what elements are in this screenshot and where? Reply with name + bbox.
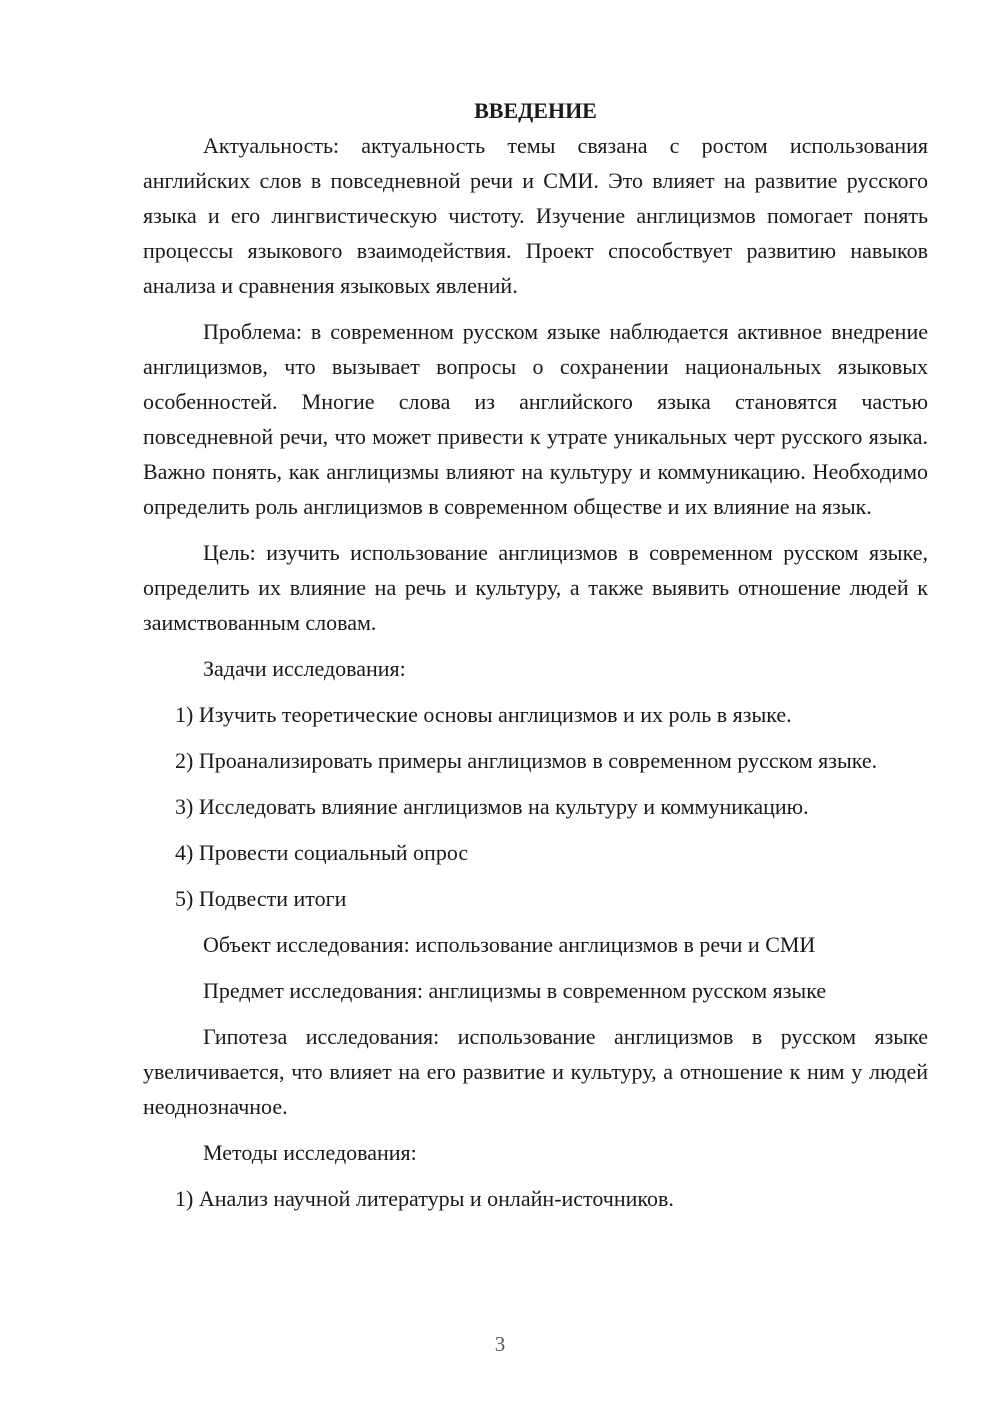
goal-paragraph: Цель: изучить использование англицизмов в современном русском языке, определить их влияние на речь и культуру, а также выявить отношение людей к заимствованным словам.: [143, 540, 928, 635]
method-item-1: 1) Анализ научной литературы и онлайн-источников.: [175, 1186, 674, 1211]
subject-paragraph: Предмет исследования: англицизмы в современном русском языке: [203, 978, 827, 1003]
object-paragraph: Объект исследования: использование англицизмов в речи и СМИ: [203, 932, 816, 957]
tasks-label: Задачи исследования:: [203, 656, 406, 681]
task-item-4: 4) Провести социальный опрос: [175, 840, 469, 865]
document-page: [143, 93, 928, 1227]
task-item-1: 1) Изучить теоретические основы англицизмов и их роль в языке.: [175, 702, 792, 727]
task-item-2: 2) Проанализировать примеры англицизмов в современном русском языке.: [175, 748, 878, 773]
methods-label: Методы исследования:: [203, 1140, 417, 1165]
task-item-5: 5) Подвести итоги: [175, 886, 347, 911]
task-item-3: 3) Исследовать влияние англицизмов на культуру и коммуникацию.: [175, 794, 809, 819]
relevance-paragraph: Актуальность: актуальность темы связана с ростом использования английских слов в повседневной речи и СМИ. Это влияет на развитие русского языка и его лингвистическую чистоту. Изучение англицизмов помогает понять процессы языкового взаимодействия. Проект способствует развитию навыков анализа и сравнения языковых явлений.: [143, 133, 928, 298]
problem-paragraph: Проблема: в современном русском языке наблюдается активное внедрение англицизмов, что вызывает вопросы о сохранении национальных языковых особенностей. Многие слова из английского языка становятся частью повседневной речи, что может привести к утрате уникальных черт русского языка. Важно понять, как англицизмы влияют на культуру и коммуникацию. Необходимо определить роль англицизмов в современном обществе и их влияние на язык.: [143, 319, 928, 519]
hypothesis-paragraph: Гипотеза исследования: использование англицизмов в русском языке увеличивается, что влияет на его развитие и культуру, а отношение к ним у людей неоднозначное.: [143, 1024, 928, 1119]
section-title: ВВЕДЕНИЕ: [474, 98, 597, 123]
page-number: 3: [494, 1332, 506, 1356]
